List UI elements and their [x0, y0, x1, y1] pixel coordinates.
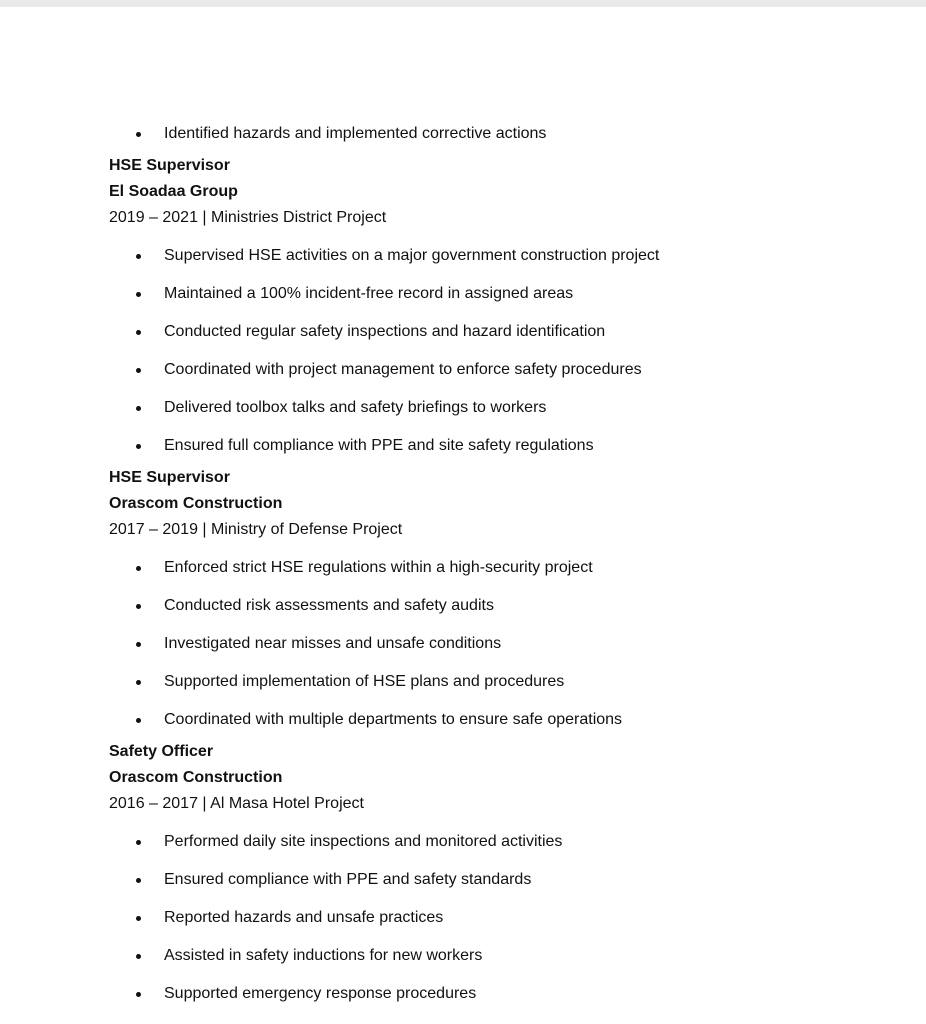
list-item: Coordinated with multiple departments to ensure safe operations	[109, 701, 869, 739]
job-title: HSE Supervisor	[109, 157, 230, 174]
bullet-dot-icon	[136, 444, 141, 449]
bullet-dot-icon	[136, 992, 141, 997]
list-item: Supported implementation of HSE plans and procedures	[109, 663, 869, 701]
job-title: HSE Supervisor	[109, 469, 230, 486]
job-company: Orascom Construction	[109, 769, 283, 786]
job-entry	[109, 153, 869, 231]
job-dates: 2017 – 2019 | Ministry of Defense Project	[109, 521, 403, 538]
bullet-dot-icon	[136, 954, 141, 959]
list-item: Conducted regular safety inspections and hazard identification	[109, 313, 869, 351]
list-item: Identified hazards and implemented corrective actions	[109, 115, 869, 153]
job-company: El Soadaa Group	[109, 183, 238, 200]
list-item: Performed daily site inspections and monitored activities	[109, 823, 869, 861]
list-item: Delivered toolbox talks and safety briefings to workers	[109, 389, 869, 427]
list-item: Investigated near misses and unsafe conditions	[109, 625, 869, 663]
bullet-dot-icon	[136, 680, 141, 685]
bullet-list	[109, 237, 869, 465]
document-content	[109, 115, 869, 1013]
job-company: Orascom Construction	[109, 495, 283, 512]
list-item: Conducted risk assessments and safety audits	[109, 587, 869, 625]
list-item: Enforced strict HSE regulations within a high-security project	[109, 549, 869, 587]
bullet-list-previous	[109, 115, 869, 153]
bullet-dot-icon	[136, 330, 141, 335]
bullet-dot-icon	[136, 642, 141, 647]
list-item: Supported emergency response procedures	[109, 975, 869, 1013]
list-item: Maintained a 100% incident-free record in assigned areas	[109, 275, 869, 313]
list-item: Coordinated with project management to enforce safety procedures	[109, 351, 869, 389]
bullet-dot-icon	[136, 132, 141, 137]
job-dates: 2016 – 2017 | Al Masa Hotel Project	[109, 795, 364, 812]
bullet-list	[109, 823, 869, 1013]
list-item: Ensured full compliance with PPE and site safety regulations	[109, 427, 869, 465]
bullet-dot-icon	[136, 566, 141, 571]
bullet-dot-icon	[136, 604, 141, 609]
bullet-dot-icon	[136, 840, 141, 845]
bullet-dot-icon	[136, 878, 141, 883]
job-title: Safety Officer	[109, 743, 214, 760]
bullet-dot-icon	[136, 916, 141, 921]
list-item: Reported hazards and unsafe practices	[109, 899, 869, 937]
bullet-dot-icon	[136, 254, 141, 259]
list-item: Assisted in safety inductions for new workers	[109, 937, 869, 975]
bullet-dot-icon	[136, 406, 141, 411]
job-entry	[109, 465, 869, 543]
bullet-dot-icon	[136, 292, 141, 297]
bullet-dot-icon	[136, 718, 141, 723]
document-page	[0, 7, 926, 1024]
list-item: Ensured compliance with PPE and safety standards	[109, 861, 869, 899]
bullet-list	[109, 549, 869, 739]
job-entry	[109, 739, 869, 817]
list-item: Supervised HSE activities on a major government construction project	[109, 237, 869, 275]
job-dates: 2019 – 2021 | Ministries District Project	[109, 209, 387, 226]
bullet-dot-icon	[136, 368, 141, 373]
